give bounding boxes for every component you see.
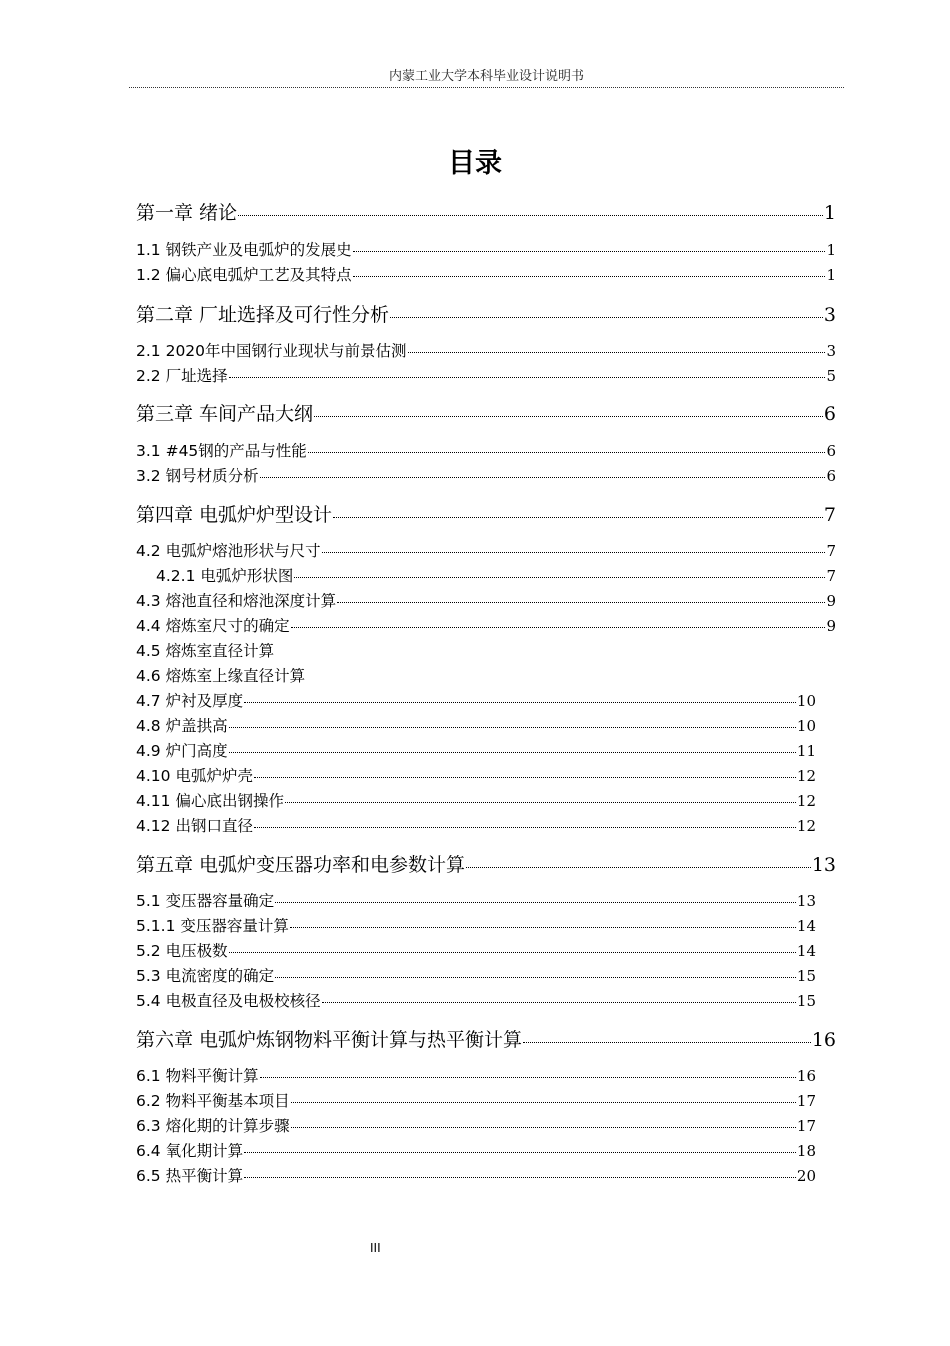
toc-entry-page: 15 xyxy=(796,992,816,1010)
dot-leader xyxy=(229,377,826,378)
toc-entry-page: 5 xyxy=(826,367,836,385)
dot-leader xyxy=(254,777,796,778)
dot-leader xyxy=(291,627,826,628)
dot-leader xyxy=(244,1177,796,1178)
dot-leader xyxy=(260,1077,796,1078)
dot-leader xyxy=(229,727,796,728)
toc-entry-label: 第五章 电弧炉变压器功率和电参数计算 xyxy=(136,854,466,876)
toc-entry-page: 12 xyxy=(796,792,816,810)
toc-entry-label: 5.2 电压极数 xyxy=(136,942,228,960)
toc-entry-page: 13 xyxy=(811,854,836,876)
dot-leader xyxy=(408,352,826,353)
toc-section-entry[interactable] xyxy=(136,940,816,962)
toc-entry-label: 5.1.1 变压器容量计算 xyxy=(136,917,289,935)
toc-entry-page: 7 xyxy=(826,567,836,585)
toc-entry-label: 4.5 熔炼室直径计算 xyxy=(136,642,275,660)
toc-section-entry[interactable] xyxy=(136,890,816,912)
dot-leader xyxy=(523,1042,811,1043)
toc-section-entry[interactable] xyxy=(136,715,816,737)
toc-section-entry[interactable] xyxy=(136,1065,816,1087)
page-title: 目录 xyxy=(448,148,502,179)
toc-chapter-entry[interactable] xyxy=(136,502,836,528)
toc-section-entry[interactable] xyxy=(136,340,836,362)
toc-entry-label: 3.1 #45钢的产品与性能 xyxy=(136,442,307,460)
toc-section-entry[interactable] xyxy=(136,965,816,987)
dot-leader xyxy=(275,902,796,903)
dot-leader xyxy=(333,517,823,518)
toc-section-entry[interactable] xyxy=(136,1115,816,1137)
dot-leader xyxy=(353,276,826,277)
dot-leader xyxy=(229,952,796,953)
dot-leader xyxy=(244,702,796,703)
toc-entry-label: 第六章 电弧炉炼钢物料平衡计算与热平衡计算 xyxy=(136,1029,523,1051)
toc-section-entry[interactable] xyxy=(136,640,836,662)
toc-entry-label: 5.4 电极直径及电极校核径 xyxy=(136,992,321,1010)
dot-leader xyxy=(308,452,826,453)
toc-entry-page: 3 xyxy=(823,304,836,326)
dot-leader xyxy=(294,577,825,578)
toc-entry-label: 1.1 钢铁产业及电弧炉的发展史 xyxy=(136,241,352,259)
toc-section-entry[interactable] xyxy=(136,1090,816,1112)
dot-leader xyxy=(291,1127,796,1128)
toc-entry-page: 1 xyxy=(826,241,836,259)
toc-entry-label: 6.3 熔化期的计算步骤 xyxy=(136,1117,290,1135)
toc-entry-label: 4.10 电弧炉炉壳 xyxy=(136,767,253,785)
toc-section-entry[interactable] xyxy=(136,1140,816,1162)
toc-entry-page: 7 xyxy=(823,504,836,526)
toc-entry-page: 10 xyxy=(796,717,816,735)
toc-entry-page: 16 xyxy=(811,1029,836,1051)
dot-leader xyxy=(390,317,823,318)
toc-entry-page: 15 xyxy=(796,967,816,985)
toc-entry-page: 18 xyxy=(796,1142,816,1160)
toc-section-entry[interactable] xyxy=(136,239,836,261)
running-header: 内蒙工业大学本科毕业设计说明书 xyxy=(388,69,584,84)
toc-entry-page: 20 xyxy=(796,1167,816,1185)
toc-entry-label: 4.3 熔池直径和熔池深度计算 xyxy=(136,592,337,610)
toc-section-entry[interactable] xyxy=(136,440,836,462)
toc-entry-page: 6 xyxy=(826,467,836,485)
dot-leader xyxy=(244,1152,796,1153)
toc-entry-label: 第二章 厂址选择及可行性分析 xyxy=(136,304,390,326)
toc-entry-label: 3.2 钢号材质分析 xyxy=(136,467,259,485)
dot-leader xyxy=(238,215,823,216)
toc-entry-label: 4.11 偏心底出钢操作 xyxy=(136,792,284,810)
toc-entry-page: 6 xyxy=(826,442,836,460)
toc-entry-page: 7 xyxy=(826,542,836,560)
dot-leader xyxy=(322,552,826,553)
toc-chapter-entry[interactable] xyxy=(136,302,836,328)
toc-section-entry[interactable] xyxy=(136,264,836,286)
toc-entry-page: 17 xyxy=(796,1117,816,1135)
toc-entry-page: 16 xyxy=(796,1067,816,1085)
toc-entry-label: 6.5 热平衡计算 xyxy=(136,1167,244,1185)
toc-entry-label: 4.9 炉门高度 xyxy=(136,742,228,760)
toc-entry-label: 第四章 电弧炉炉型设计 xyxy=(136,504,333,526)
dot-leader xyxy=(337,602,825,603)
toc-section-entry[interactable] xyxy=(136,690,816,712)
toc-section-entry[interactable] xyxy=(136,540,836,562)
toc-section-entry[interactable] xyxy=(136,765,816,787)
toc-entry-label: 5.1 变压器容量确定 xyxy=(136,892,275,910)
dot-leader xyxy=(275,977,796,978)
dot-leader xyxy=(290,927,796,928)
toc-entry-label: 2.2 厂址选择 xyxy=(136,367,228,385)
toc-section-entry[interactable] xyxy=(136,590,836,612)
toc-entry-label: 4.7 炉衬及厚度 xyxy=(136,692,244,710)
toc-entry-label: 4.6 熔炼室上缘直径计算 xyxy=(136,667,306,685)
toc-entry-page: 11 xyxy=(796,742,816,760)
toc-entry-page: 3 xyxy=(826,342,836,360)
toc-entry-label: 6.1 物料平衡计算 xyxy=(136,1067,259,1085)
toc-entry-label: 4.8 炉盖拱高 xyxy=(136,717,228,735)
toc-entry-label: 4.2 电弧炉熔池形状与尺寸 xyxy=(136,542,321,560)
dot-leader xyxy=(260,477,826,478)
toc-chapter-entry[interactable] xyxy=(136,1027,836,1053)
toc-chapter-entry[interactable] xyxy=(136,200,836,226)
toc-section-entry[interactable] xyxy=(136,790,816,812)
toc-section-entry[interactable] xyxy=(136,740,816,762)
toc-chapter-entry[interactable] xyxy=(136,852,836,878)
toc-chapter-entry[interactable] xyxy=(136,401,836,427)
toc-entry-page: 14 xyxy=(796,942,816,960)
toc-section-entry[interactable] xyxy=(136,465,836,487)
dot-leader xyxy=(353,251,826,252)
toc-entry-label: 5.3 电流密度的确定 xyxy=(136,967,275,985)
dot-leader xyxy=(466,867,811,868)
toc-entry-page: 12 xyxy=(796,817,816,835)
toc-entry-label: 第一章 绪论 xyxy=(136,202,238,224)
toc-entry-page: 17 xyxy=(796,1092,816,1110)
toc-section-entry[interactable] xyxy=(136,365,836,387)
toc-section-entry[interactable] xyxy=(136,665,836,687)
toc-entry-page: 6 xyxy=(823,403,836,425)
dot-leader xyxy=(322,1002,796,1003)
toc-entry-page: 1 xyxy=(826,266,836,284)
toc-entry-label: 6.4 氧化期计算 xyxy=(136,1142,244,1160)
toc-entry-page: 9 xyxy=(826,617,836,635)
dot-leader xyxy=(285,802,796,803)
toc-section-entry[interactable] xyxy=(136,990,816,1012)
toc-entry-page: 12 xyxy=(796,767,816,785)
toc-entry-label: 4.4 熔炼室尺寸的确定 xyxy=(136,617,290,635)
toc-section-entry[interactable] xyxy=(136,915,816,937)
toc-section-entry[interactable] xyxy=(136,615,836,637)
toc-entry-page: 10 xyxy=(796,692,816,710)
dot-leader xyxy=(314,416,823,417)
toc-section-entry[interactable] xyxy=(136,815,816,837)
toc-entry-label: 4.2.1 电弧炉形状图 xyxy=(156,567,294,585)
toc-entry-page: 1 xyxy=(823,202,836,224)
page-number: III xyxy=(370,1241,381,1255)
toc-entry-page: 9 xyxy=(826,592,836,610)
toc-entry-page: 13 xyxy=(796,892,816,910)
dot-leader xyxy=(254,827,796,828)
toc-entry-label: 2.1 2020年中国钢行业现状与前景估测 xyxy=(136,342,407,360)
toc-entry-page: 14 xyxy=(796,917,816,935)
toc-entry-label: 4.12 出钢口直径 xyxy=(136,817,253,835)
toc-entry-label: 第三章 车间产品大纲 xyxy=(136,403,314,425)
toc-entry-label: 1.2 偏心底电弧炉工艺及其特点 xyxy=(136,266,352,284)
dot-leader xyxy=(291,1102,796,1103)
toc-entry-label: 6.2 物料平衡基本项目 xyxy=(136,1092,290,1110)
toc-section-entry[interactable] xyxy=(136,1165,816,1187)
toc-section-entry[interactable] xyxy=(156,565,836,587)
dot-leader xyxy=(229,752,796,753)
header-rule xyxy=(129,87,844,88)
